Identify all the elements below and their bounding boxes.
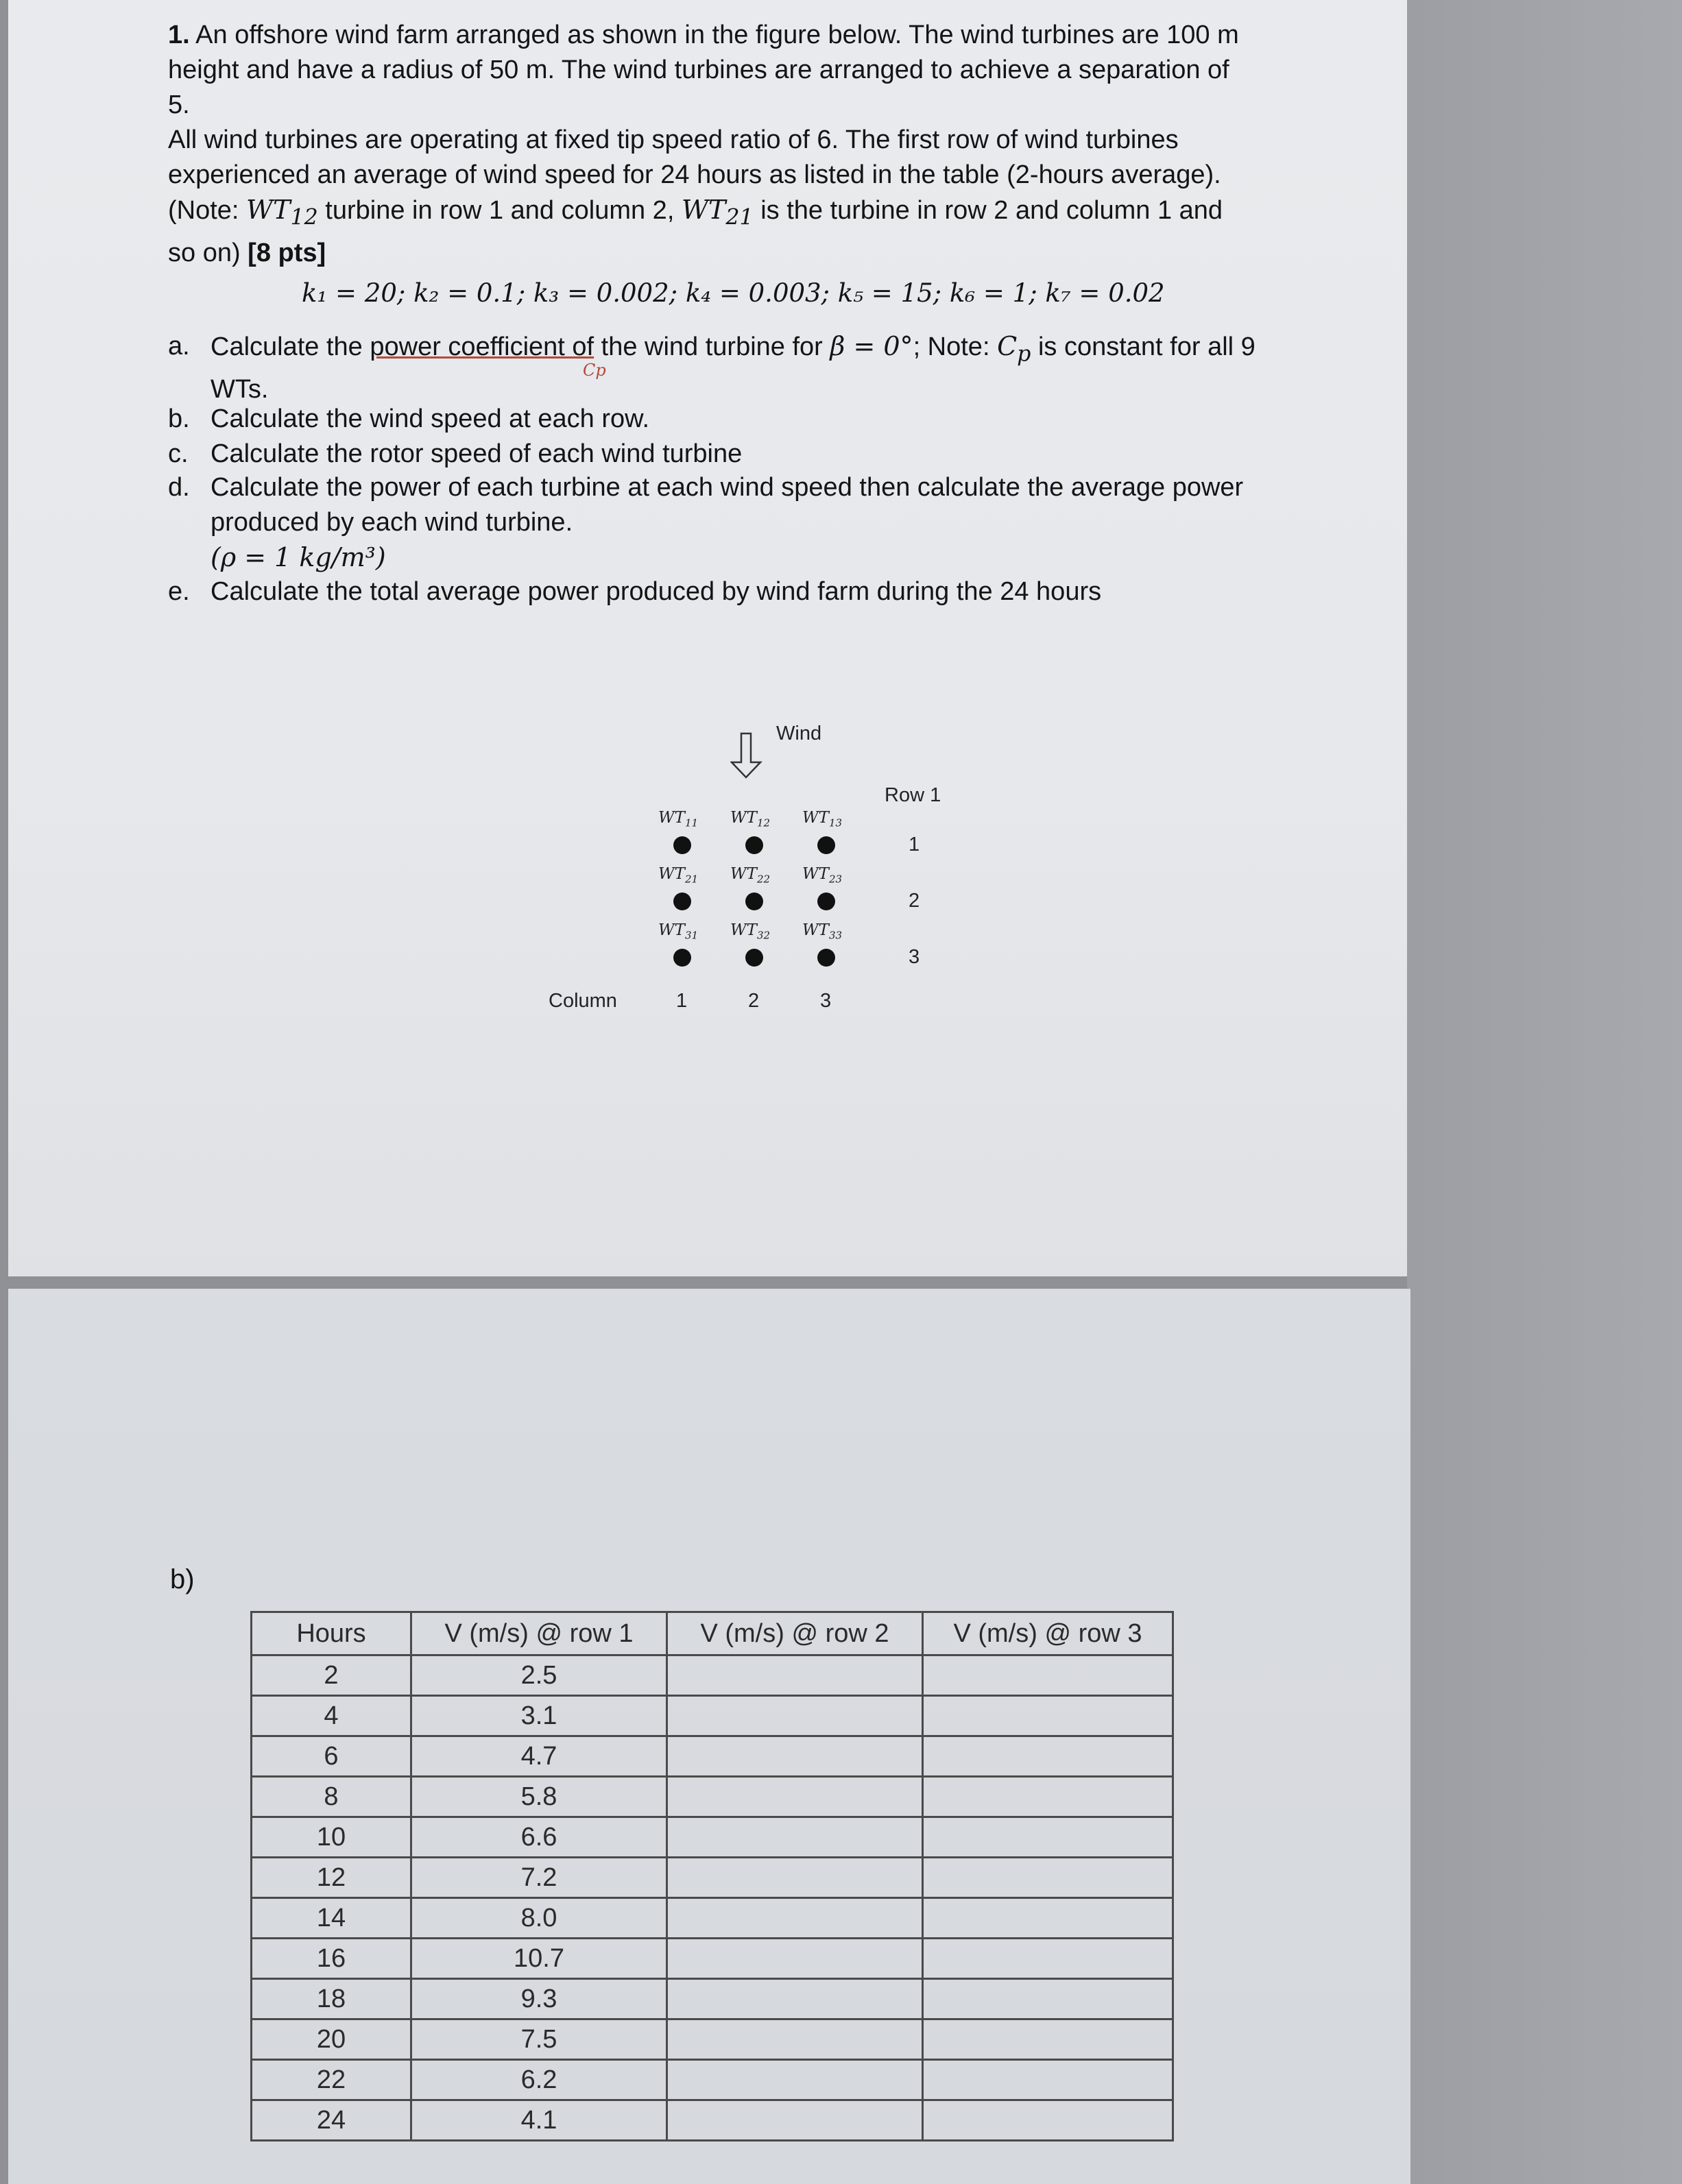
table-cell <box>923 1655 1173 1696</box>
table-row <box>252 1817 1173 1858</box>
turbine-dot <box>745 949 763 967</box>
problem-intro: An offshore wind farm arranged as shown in the figure below. The wind turbines are 100 m height and have a radius of 50 m. The wind turbines are arranged to achieve a separation of 5. <box>168 21 1239 119</box>
table-cell <box>667 1655 923 1696</box>
table-cell <box>923 1898 1173 1939</box>
table-cell: 22 <box>252 2060 411 2100</box>
rho-math: (ρ = 1 kg/m³) <box>211 542 386 572</box>
row-header: Row 1 <box>885 784 941 806</box>
table-row <box>252 1696 1173 1736</box>
item-d: d. Calculate the power of each turbine at each wind speed then calculate the average power produced by each wind turbine. (ρ = 1 kg/m³) <box>168 470 211 505</box>
turbine-dot <box>745 893 763 910</box>
turbine-dot <box>673 836 691 854</box>
cp-math: $C_p$ <box>997 331 1031 367</box>
table-header-row <box>252 1612 1173 1655</box>
table-row <box>252 1979 1173 2019</box>
column-number: 1 <box>676 990 688 1012</box>
table-cell: 8 <box>252 1777 411 1817</box>
beta-math: β = 0° <box>830 331 913 361</box>
table-cell <box>667 1858 923 1898</box>
row-number: 3 <box>909 946 920 968</box>
table-cell: 8.0 <box>411 1898 667 1939</box>
table-cell <box>923 1858 1173 1898</box>
underlined-term: power coefficient of <box>370 332 594 361</box>
table-cell <box>923 2060 1173 2100</box>
column-number: 2 <box>748 990 760 1012</box>
table-cell: 4.1 <box>411 2100 667 2141</box>
table-row <box>252 1655 1173 1696</box>
table-cell: 24 <box>252 2100 411 2141</box>
points-label: [8 pts] <box>248 238 326 267</box>
column-number: 3 <box>820 990 832 1012</box>
problem-number: 1. <box>168 21 190 49</box>
table-cell <box>667 1898 923 1939</box>
table-cell: 10.7 <box>411 1939 667 1979</box>
turbine-label: $WT_{22}$ <box>730 865 771 886</box>
wt12-symbol: $WT_{12}$ <box>246 195 318 230</box>
table-row <box>252 2100 1173 2141</box>
table-row <box>252 2019 1173 2060</box>
turbine-dot <box>817 949 835 967</box>
header-row2: V (m/s) @ row 2 <box>667 1612 923 1655</box>
item-b: b. Calculate the wind speed at each row. <box>168 404 650 433</box>
turbine-dot <box>673 949 691 967</box>
table-cell: 4 <box>252 1696 411 1736</box>
turbine-dot <box>673 893 691 910</box>
table-cell: 2.5 <box>411 1655 667 1696</box>
problem-statement <box>168 18 1251 271</box>
turbine-label: $WT_{21}$ <box>658 865 699 886</box>
table-cell <box>923 1736 1173 1777</box>
table-row <box>252 1777 1173 1817</box>
table-row <box>252 1939 1173 1979</box>
table-cell <box>667 1817 923 1858</box>
turbine-label: $WT_{33}$ <box>802 921 843 942</box>
table-row <box>252 1736 1173 1777</box>
table-cell: 14 <box>252 1898 411 1939</box>
table-cell: 7.2 <box>411 1858 667 1898</box>
table-cell <box>667 2060 923 2100</box>
row-number: 1 <box>909 834 920 856</box>
table-cell: 9.3 <box>411 1979 667 2019</box>
table-cell: 3.1 <box>411 1696 667 1736</box>
table-row <box>252 2060 1173 2100</box>
turbine-dot <box>745 836 763 854</box>
column-label: Column <box>549 990 617 1012</box>
item-e: e. Calculate the total average power produced by wind farm during the 24 hours <box>168 577 1102 606</box>
wind-arrow-icon <box>730 732 765 780</box>
table-cell <box>923 2100 1173 2141</box>
wt21-symbol: $WT_{21}$ <box>681 195 754 230</box>
table-row <box>252 1858 1173 1898</box>
turbine-label: $WT_{11}$ <box>658 809 699 829</box>
table-cell <box>667 1777 923 1817</box>
table-cell <box>923 1939 1173 1979</box>
table-cell <box>667 1696 923 1736</box>
turbine-label: $WT_{12}$ <box>730 809 771 829</box>
turbine-dot <box>817 893 835 910</box>
turbine-label: $WT_{31}$ <box>658 921 699 942</box>
handwritten-cp-note: Cp <box>583 361 606 380</box>
table-cell: 18 <box>252 1979 411 2019</box>
table-cell <box>923 1696 1173 1736</box>
table-cell <box>923 2019 1173 2060</box>
wind-speed-table <box>250 1611 1174 2141</box>
row-number: 2 <box>909 890 920 912</box>
table-cell: 10 <box>252 1817 411 1858</box>
constants-line: k₁ = 20; k₂ = 0.1; k₃ = 0.002; k₄ = 0.003; k₅ = 15; k₆ = 1; k₇ = 0.02 <box>302 278 1165 308</box>
table-cell: 5.8 <box>411 1777 667 1817</box>
problem-para2-a: All wind turbines are operating at fixed tip speed ratio of 6. The first row of wind turbines experienced an average of wind speed for 24 hours as listed in the table (2-hours average). (Note: <box>168 125 1221 225</box>
turbine-label: $WT_{13}$ <box>802 809 843 829</box>
header-row3: V (m/s) @ row 3 <box>923 1612 1173 1655</box>
problem-para2-c: is the turbine in row 2 and column 1 and so on) <box>168 196 1223 267</box>
header-row1: V (m/s) @ row 1 <box>411 1612 667 1655</box>
item-a: a. Calculate the power coefficient of the wind turbine for β = 0°; Note: $C_p$ is constant for all 9 WTs. <box>168 329 211 364</box>
table-cell <box>667 1979 923 2019</box>
header-hours: Hours <box>252 1612 411 1655</box>
table-cell <box>923 1817 1173 1858</box>
table-cell: 16 <box>252 1939 411 1979</box>
table-cell <box>667 1939 923 1979</box>
table-row <box>252 1898 1173 1939</box>
table-cell <box>667 2100 923 2141</box>
table-cell <box>923 1979 1173 2019</box>
turbine-label: $WT_{23}$ <box>802 865 843 886</box>
table-cell: 6.6 <box>411 1817 667 1858</box>
table-cell: 7.5 <box>411 2019 667 2060</box>
problem-para2-b: turbine in row 1 and column 2, <box>317 196 682 225</box>
item-label: a. <box>168 332 190 361</box>
table-body <box>252 1655 1173 2141</box>
table-cell: 2 <box>252 1655 411 1696</box>
background <box>1407 0 1682 2184</box>
table-cell: 6 <box>252 1736 411 1777</box>
table-cell: 6.2 <box>411 2060 667 2100</box>
turbine-dot <box>817 836 835 854</box>
table-cell: 20 <box>252 2019 411 2060</box>
item-c: c. Calculate the rotor speed of each wind turbine <box>168 439 743 468</box>
table-cell: 4.7 <box>411 1736 667 1777</box>
wind-label: Wind <box>776 723 822 744</box>
turbine-label: $WT_{32}$ <box>730 921 771 942</box>
part-b-label: b) <box>170 1564 195 1594</box>
table-cell: 12 <box>252 1858 411 1898</box>
wind-farm-diagram <box>521 713 974 1028</box>
table-cell <box>923 1777 1173 1817</box>
table-cell <box>667 2019 923 2060</box>
table-cell <box>667 1736 923 1777</box>
